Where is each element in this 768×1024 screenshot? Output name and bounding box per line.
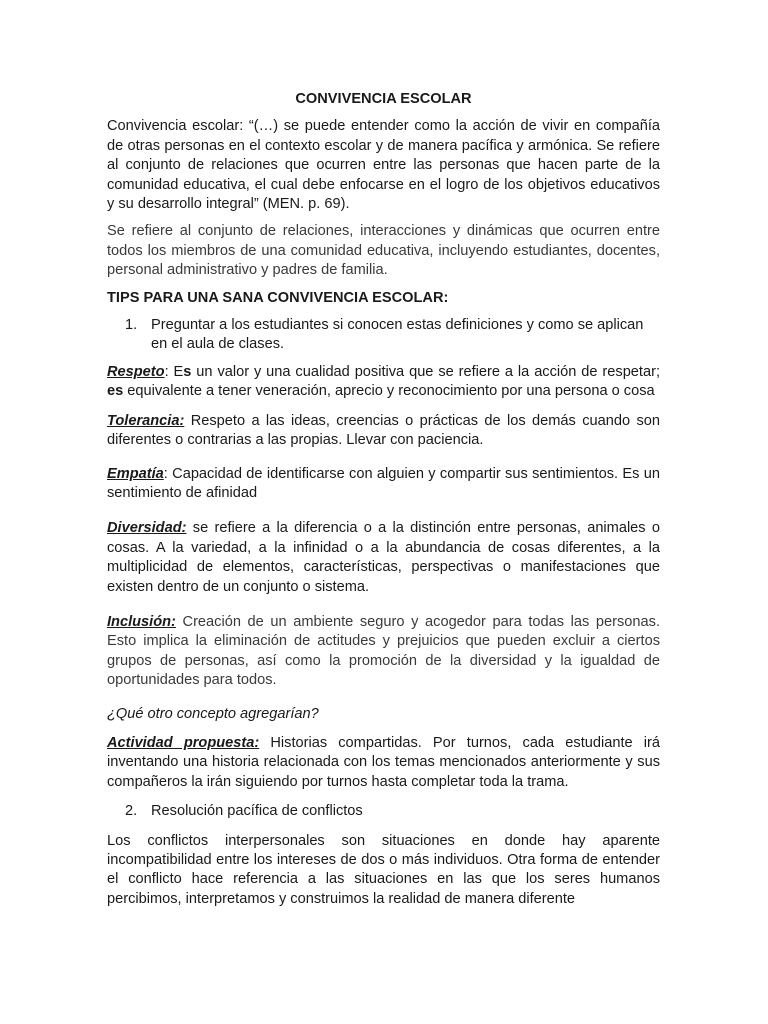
respeto-separator: : E [164,363,184,380]
tolerancia-text: Respeto a las ideas, creencias o prácticas de los demás cuando son diferentes o contrarias a las propias. Llevar con paciencia. [107,412,660,449]
definition-diversidad [107,519,660,597]
inclusion-text: Creación de un ambiente seguro y acogedor para todas las personas. Esto implica la eliminación de actitudes y prejuicios que pueden excluir a ciertos grupos de personas, así como la promoción de la diversidad y la igualdad de oportunidades para todos. [107,613,660,689]
definition-empatia [107,465,660,504]
list-text: Preguntar a los estudiantes si conocen estas definiciones y como se aplican en el aula de clases. [151,317,644,353]
respeto-bold-es: es [107,383,124,400]
definition-tolerancia [107,412,660,451]
term-tolerancia: Tolerancia: [107,412,185,429]
list-number: 1. [125,317,138,334]
respeto-text-1: un valor y una cualidad positiva que se refiere a la acción de respetar; [191,363,661,380]
empatia-text: : Capacidad de identificarse con alguien y compartir sus sentimientos. Es un sentimiento de afinidad [107,465,660,501]
list-item-2 [107,802,660,821]
term-respeto: Respeto [107,363,165,380]
conflictos-paragraph: Los conflictos interpersonales son situaciones en donde hay aparente incompatibilidad entre los intereses de dos o más individuos. Otra forma de entender el conflicto hace referencia a las situaciones en las que los seres humanos percibimos, interpretamos y construimos la realidad de manera diferente [107,832,660,907]
list-item-1 [107,316,660,355]
intro-paragraph-1: Convivencia escolar: “(…) se puede entender como la acción de vivir en compañía de otras personas en el contexto escolar y de manera pacífica y armónica. Se refiere al conjunto de relaciones que ocurren entre las personas que hacen parte de la comunidad educativa, el cual debe enfocarse en el logro de los objetivos educativos y su desarrollo integral” (MEN. p. 69). [107,118,660,213]
term-actividad: Actividad propuesta: [107,734,260,751]
list-text: Resolución pacífica de conflictos [151,803,363,820]
definition-inclusion [107,613,660,691]
question-text: ¿Qué otro concepto agregarían? [107,705,319,722]
respeto-text-2: equivalente a tener veneración, aprecio y reconocimiento por una persona o cosa [123,383,655,400]
diversidad-text: se refiere a la diferencia o a la distinción entre personas, animales o cosas. A la variedad, a la infinidad o a la abundancia de cosas diferentes, a la multiplicidad de elementos, características, perspectivas o manifestaciones que existen dentro de un conjunto o sistema. [107,520,660,595]
actividad-paragraph [107,734,660,792]
document-title: CONVIVENCIA ESCOLAR [295,91,472,107]
term-diversidad: Diversidad: [107,520,187,537]
tips-heading: TIPS PARA UNA SANA CONVIVENCIA ESCOLAR: [107,289,449,306]
term-inclusion: Inclusión: [107,613,176,630]
intro-paragraph-2: Se refiere al conjunto de relaciones, interacciones y dinámicas que ocurren entre todos los miembros de una comunidad educativa, incluyendo estudiantes, docentes, personal administrativo y padres de familia. [107,223,660,279]
list-number: 2. [125,803,138,820]
actividad-text: Historias compartidas. Por turnos, cada estudiante irá inventando una historia relacionada con los temas mencionados anteriormente y sus compañeros la irán siguiendo por turnos hasta completar toda la trama. [107,734,660,790]
term-empatia: Empatía [107,465,164,482]
document-page [107,90,660,909]
definition-respeto [107,363,660,402]
respeto-bold-s: s [183,363,192,380]
